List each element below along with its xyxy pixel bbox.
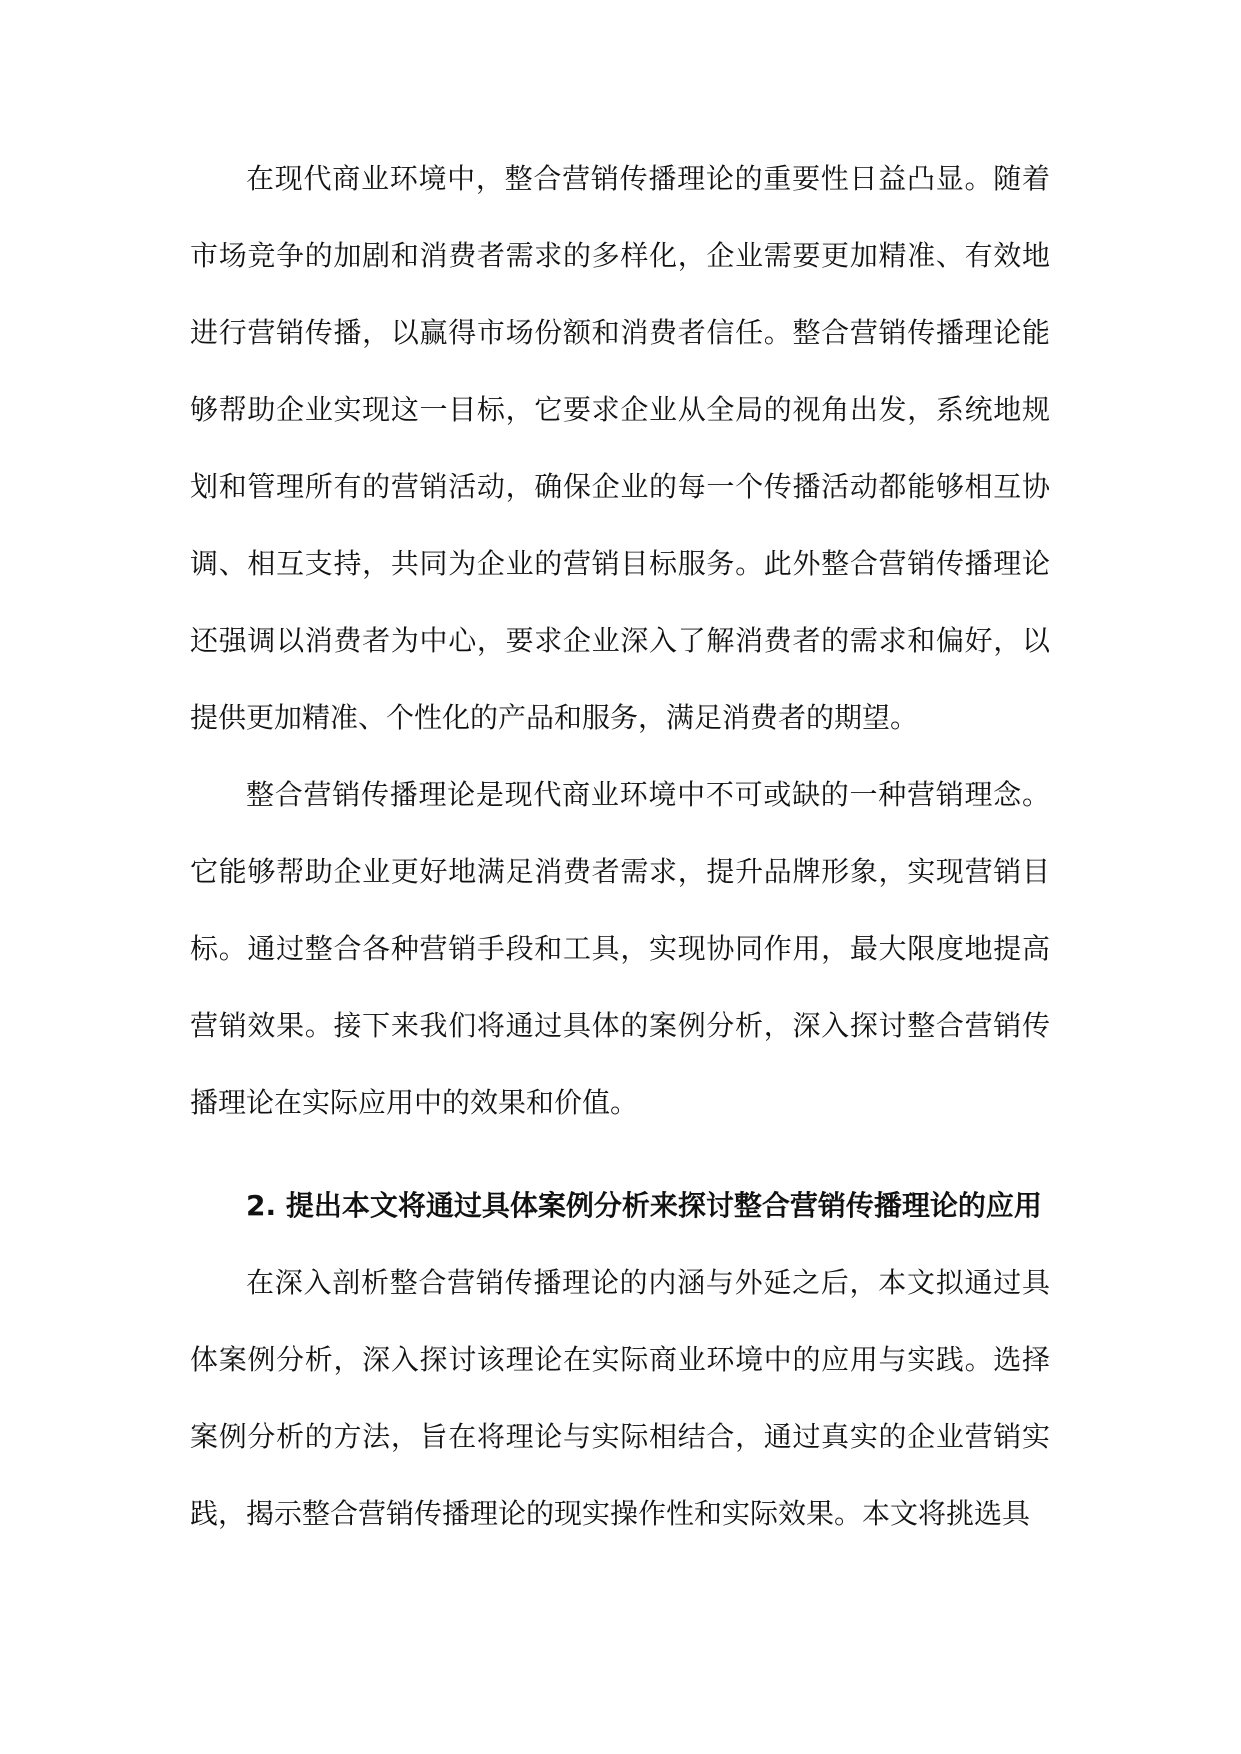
document-body [190,140,1050,1552]
section-paragraph: 在深入剖析整合营销传播理论的内涵与外延之后，本文拟通过具体案例分析，深入探讨该理论在实际商业环境中的应用与实践。选择案例分析的方法，旨在将理论与实际相结合，通过真实的企业营销实践，揭示整合营销传播理论的现实操作性和实际效果。本文将挑选具 [190,1266,1050,1530]
section-heading: 2. 提出本文将通过具体案例分析来探讨整合营销传播理论的应用 [246,1189,1042,1222]
body-paragraph-1: 在现代商业环境中，整合营销传播理论的重要性日益凸显。随着市场竞争的加剧和消费者需求的多样化，企业需要更加精准、有效地进行营销传播，以赢得市场份额和消费者信任。整合营销传播理论能够帮助企业实现这一目标，它要求企业从全局的视角出发，系统地规划和管理所有的营销活动，确保企业的每一个传播活动都能够相互协调、相互支持，共同为企业的营销目标服务。此外整合营销传播理论还强调以消费者为中心，要求企业深入了解消费者的需求和偏好，以提供更加精准、个性化的产品和服务，满足消费者的期望。 [190,162,1050,734]
body-paragraph-2: 整合营销传播理论是现代商业环境中不可或缺的一种营销理念。它能够帮助企业更好地满足消费者需求，提升品牌形象，实现营销目标。通过整合各种营销手段和工具，实现协同作用，最大限度地提高营销效果。接下来我们将通过具体的案例分析，深入探讨整合营销传播理论在实际应用中的效果和价值。 [190,778,1050,1119]
